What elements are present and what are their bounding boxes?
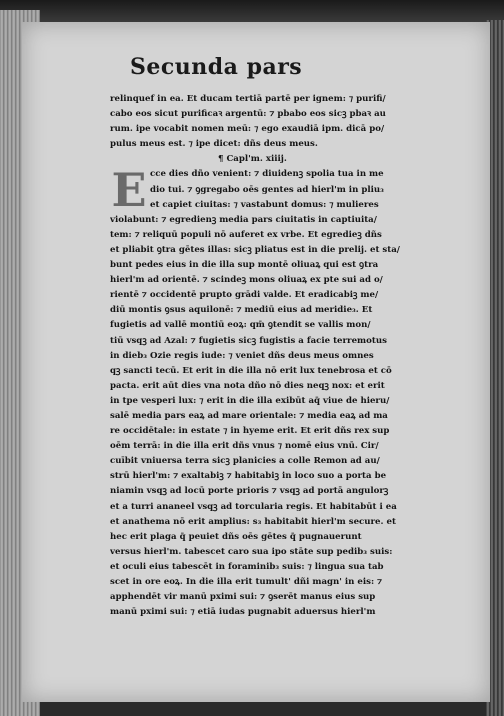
text-line: in dieb₃ Ozie regis iude: ⁊ veniet dñs deus meus omnes [110, 350, 374, 361]
text-line: in tpe vesperi lux: ⁊ erit in die illa exibūt aq̄ viue de hieru/ [110, 395, 390, 406]
text-line: niamin vsqꝫ ad locū porte prioris ⁊ vsqꝫ ad portā angulorꝫ [110, 486, 389, 497]
text-line: fugietis ad vallē montiū eoꝝ: qm̄ ꝯtendit se vallis mon/ [110, 320, 371, 331]
text-line: relinquef in ea. Et ducam tertiā partē per ignem: ⁊ purifi/ [110, 94, 386, 104]
text-line: et a turri ananeel vsqꝫ ad torcularia regis. Et habitabūt i ea [110, 501, 397, 512]
text-line: tem: ⁊ reliquū populi nō auferet ex vrbe. Et egredieꝫ dñs [110, 229, 382, 240]
text-line: bunt pedes eius in die illa sup montē oliuaꝝ qui est ꝯtra [110, 260, 379, 271]
text-line: et capiet ciuitas: ⁊ vastabunt domus: ⁊ mulieres [150, 199, 379, 210]
text-line: diū montis ꝯsus aquilonē: ⁊ mediū eius ad meridie₃. Et [110, 305, 373, 316]
text-line: apphendēt vir manū pximi sui: ⁊ ꝯserēt manus eius sup [110, 592, 376, 603]
text-line: dio tui. ⁊ ꝯgregabo oēs gentes ad hierl'm in pliu₃ [150, 184, 384, 195]
text-line: strū hierl'm: ⁊ exaltabiꝫ ⁊ habitabiꝫ in loco suo a porta be [110, 471, 387, 482]
decorated-initial: E [111, 163, 147, 217]
chapter-heading: ¶ Capl'm. xiiij. [218, 154, 287, 165]
running-head: Secunda pars [130, 54, 303, 80]
text-line: salē media pars eaꝝ ad mare orientale: ⁊ media eaꝝ ad ma [110, 410, 388, 421]
text-line: versus hierl'm. tabescet caro sua ipo stāte sup pedib₃ suis: [110, 546, 393, 557]
text-line: pacta. erit aūt dies vna nota dño nō dies neqꝫ nox: et erit [110, 380, 385, 391]
text-line: pulus meus est. ⁊ ipe dicet: dñs deus meus. [110, 139, 318, 150]
text-line: et oculi eius tabescēt in foraminib₃ suis: ⁊ lingua sua tab [110, 561, 384, 572]
text-line: manū pximi sui: ⁊ etiā iudas pugnabit aduersus hierl'm [110, 607, 376, 618]
text-line: qꝫ sancti tecū. Et erit in die illa nō erit lux tenebrosa et cō [110, 365, 392, 376]
text-line: rum. ipe vocabit nomen meū: ⁊ ego exaudiā ipm. dicā po/ [110, 124, 385, 135]
text-line: tiū vsqꝫ ad Azal: ⁊ fugietis sicꝫ fugistis a facie terremotus [110, 335, 387, 346]
text-line: violabunt: ⁊ egredienꝫ media pars ciuitatis in captiuita/ [110, 214, 377, 225]
body-text [110, 92, 426, 620]
text-line: scet in ore eoꝝ. In die illa erit tumult' dñi magn' in eis: ⁊ [110, 577, 383, 587]
text-line: cce dies dño venient: ⁊ diuidenꝫ spolia tua in me [150, 169, 384, 180]
text-line: cuībit vniuersa terra sicꝫ planicies a colle Remon ad au/ [110, 456, 380, 467]
text-line: et anathema nō erit amplius: s₃ habitabit hierl'm secure. et [110, 516, 396, 527]
scan-background-top [0, 0, 504, 22]
text-line: rientē ⁊ occidentē prupto grādi valde. Et eradicabiꝫ me/ [110, 290, 379, 301]
text-line: oēm terrā: in die illa erit dñs vnus ⁊ nomē eius vnū. Cir/ [110, 441, 379, 452]
text-line: cabo eos sicut purificaꝛ argentū: ⁊ pbabo eos sicꝫ pbaꝛ au [110, 109, 386, 120]
text-line: hec erit plaga q̄ peuiet dñs oēs gētes q̄ pugnauerunt [110, 531, 362, 542]
text-line: et pliabit ꝯtra gētes illas: sicꝫ pliatus est in die prelij. et sta/ [110, 244, 400, 255]
text-line: re occidētale: in estate ⁊ in hyeme erit. Et erit dñs rex sup [110, 426, 390, 437]
text-line: hierl'm ad orientē. ⁊ scindeꝫ mons oliuaꝝ ex pte sui ad o/ [110, 275, 383, 286]
